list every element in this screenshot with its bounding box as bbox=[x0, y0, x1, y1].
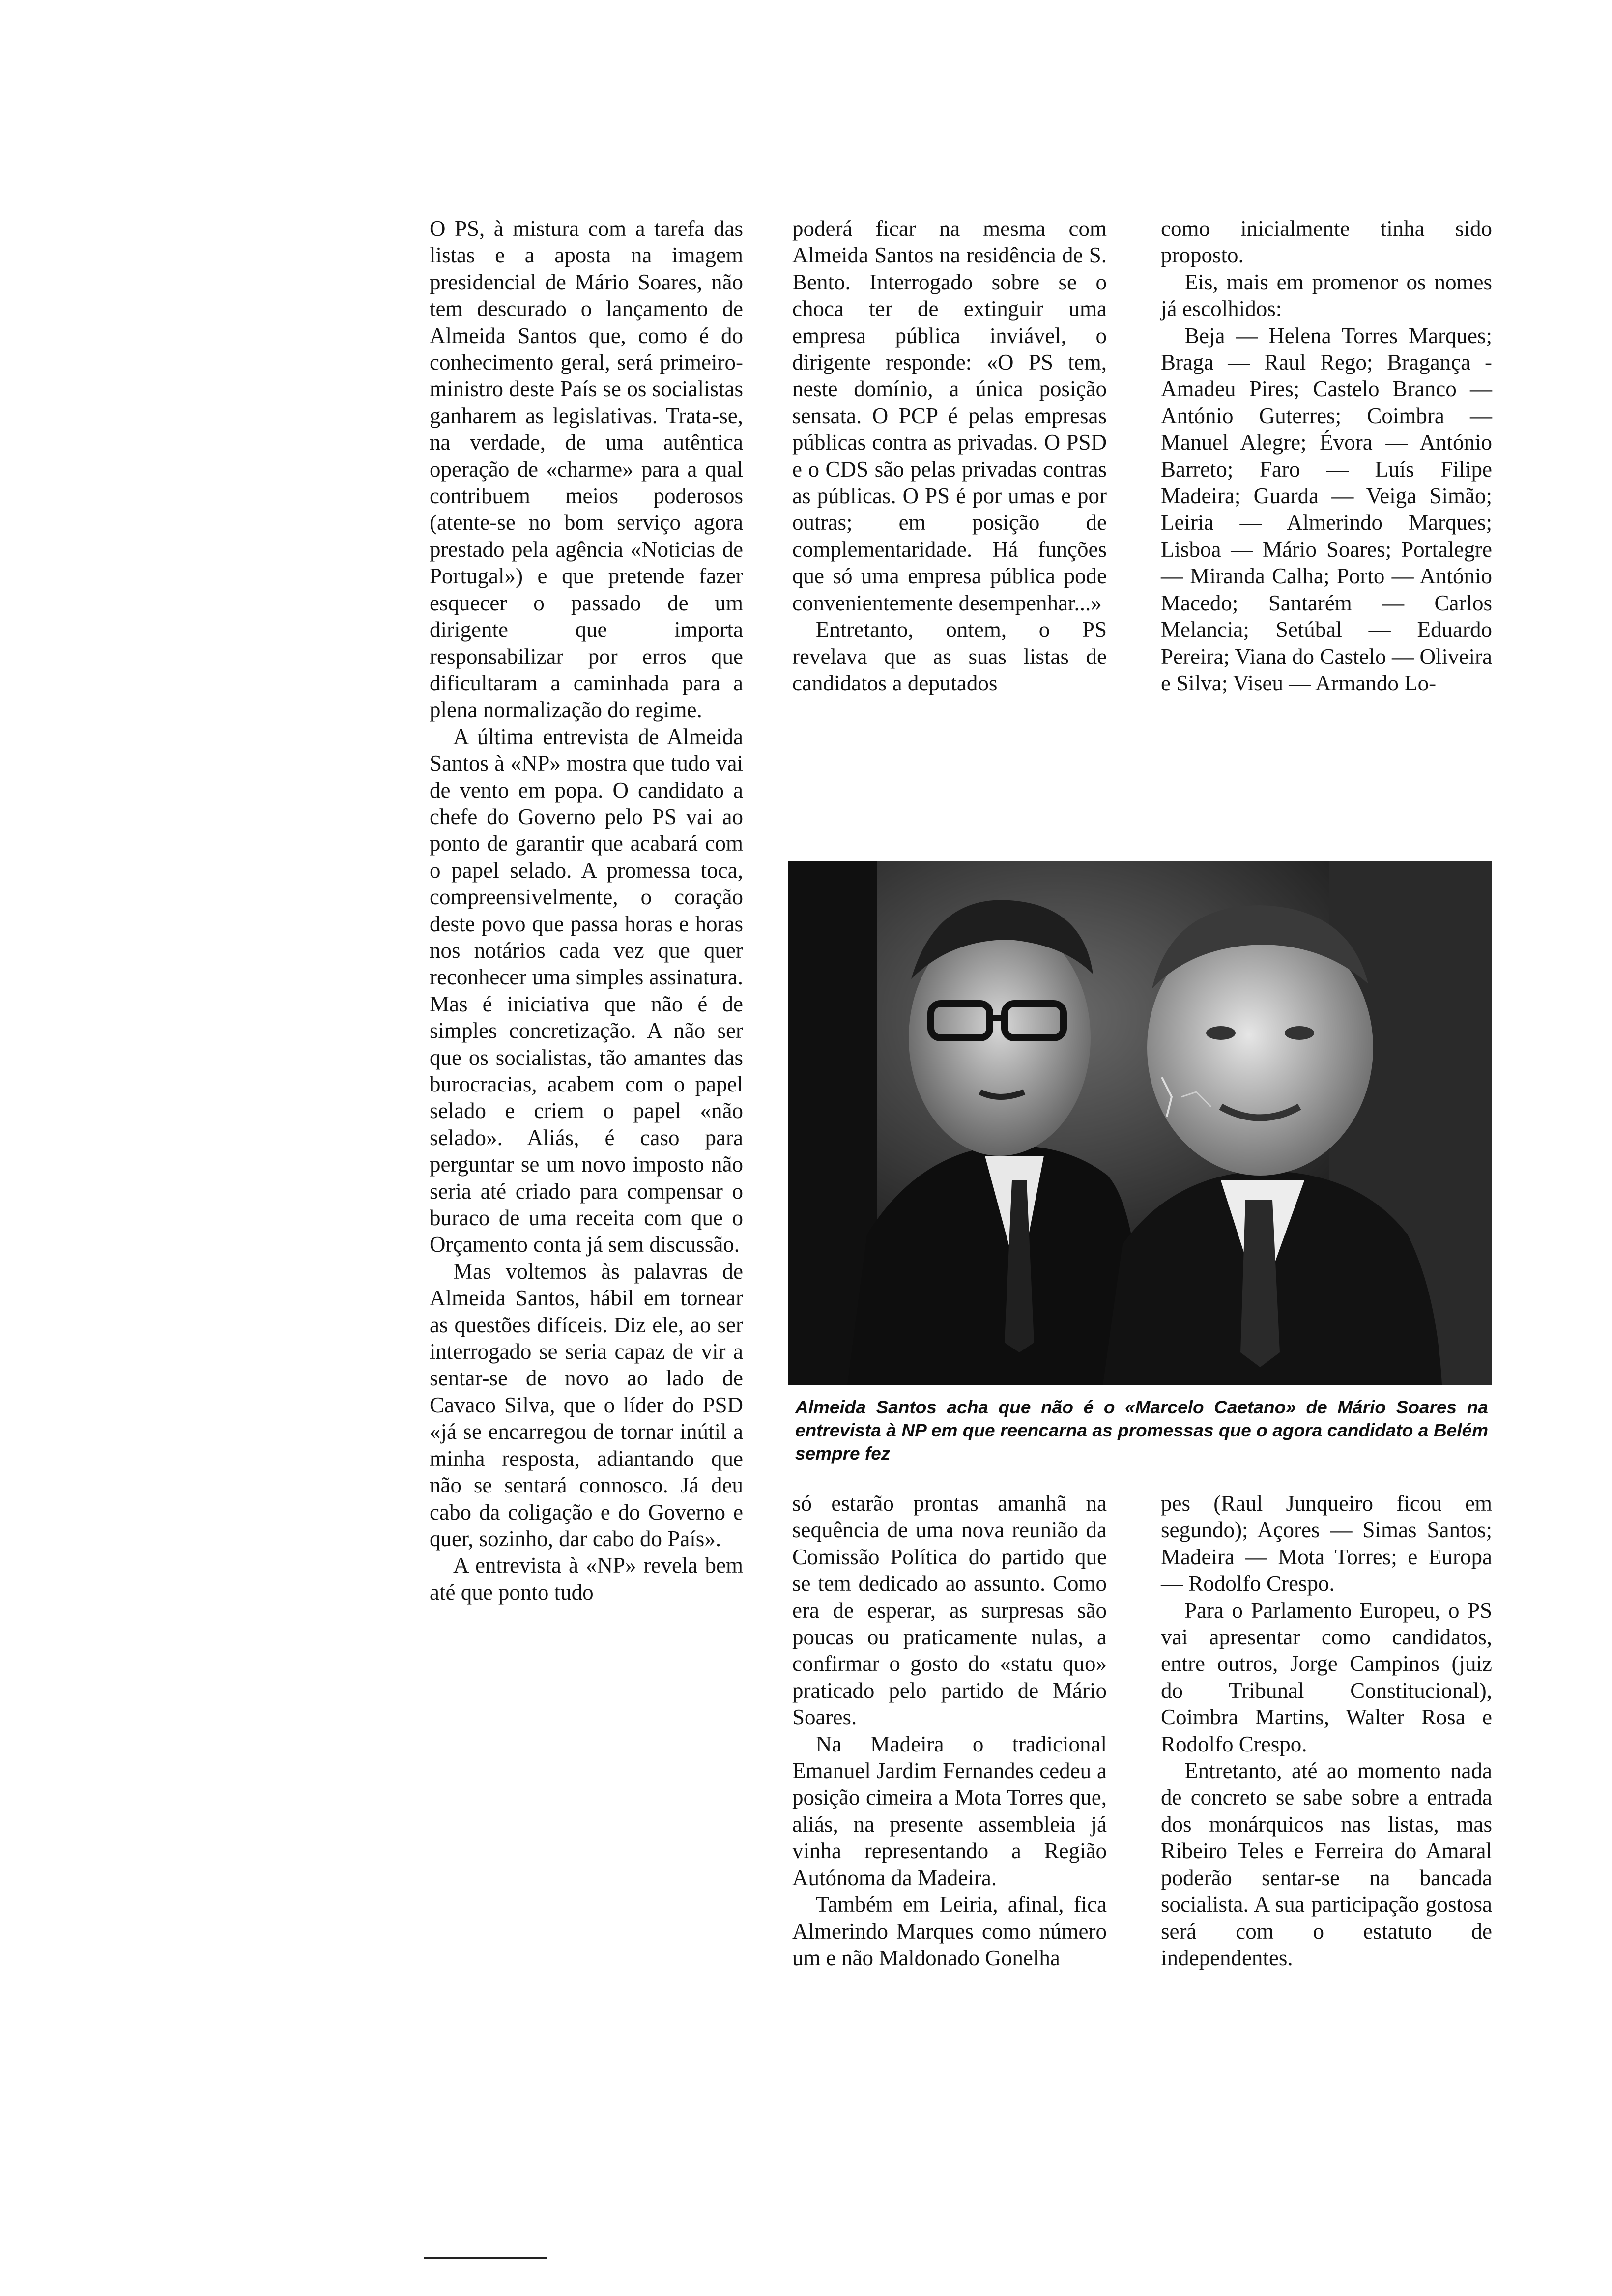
article-column-3 bbox=[1161, 215, 1492, 696]
article-column-5 bbox=[1161, 1490, 1492, 1971]
article-column-2 bbox=[792, 215, 1107, 696]
article-column-4 bbox=[792, 1490, 1107, 1971]
paragraph: A entrevista à «NP» revela bem até que ponto tudo bbox=[430, 1553, 743, 1605]
photo-two-men-icon bbox=[788, 861, 1492, 1385]
paragraph: como inicialmente tinha sido proposto. bbox=[1161, 216, 1492, 268]
news-photo bbox=[788, 861, 1492, 1385]
bottom-rule bbox=[424, 2257, 547, 2259]
paragraph: O PS, à mistura com a tarefa das listas e a aposta na imagem presidencial de Mário Soares, não tem descurado o lançamento de Almeida Santos que, como é do conhecimento geral, será primeiro-ministro deste País se os socialistas ganharem as legislativas. Trata-se, na verdade, de uma autêntica operação de «charme» para a qual contribuem meios poderosos (atente-se no bom serviço agora prestado pela agência «Noticias de Portugal») e que pretende fazer esquecer o passado de um dirigente que importa responsabilizar por erros que dificultaram a caminhada para a plena normalização do regime. bbox=[430, 216, 743, 722]
paragraph: Mas voltemos às palavras de Almeida Santos, hábil em tornear as questões difíceis. Diz ele, ao ser interrogado se seria capaz de vir a sentar-se de novo ao lado de Cavaco Silva, que o líder do PSD «já se encarregou de tornar inútil a minha resposta, adiantando que não se sentará connosco. Já deu cabo da coligação e do Governo e quer, sozinho, dar cabo do País». bbox=[430, 1259, 743, 1551]
paragraph: Também em Leiria, afinal, fica Almerindo Marques como número um e não Maldonado Gonelha bbox=[792, 1892, 1107, 1970]
paragraph: A última entrevista de Almeida Santos à «NP» mostra que tudo vai de vento em popa. O candidato a chefe do Governo pelo PS vai ao ponto de garantir que acabará com o papel selado. A promessa toca, compreensivelmente, o coração deste povo que passa horas e horas nos notários cada vez que quer reconhecer uma simples assinatura. Mas é iniciativa que não é de simples concretização. A não ser que os socialistas, tão amantes das burocracias, acabem com o papel selado e criem o papel «não selado». Aliás, é caso para perguntar se um novo imposto não seria até criado para compensar o buraco de uma receita com que o Orçamento conta já sem discussão. bbox=[430, 724, 743, 1257]
paragraph: Para o Parlamento Europeu, o PS vai apresentar como candidatos, entre outros, Jorge Campinos (juiz do Tribunal Constitucional), Coimbra Martins, Walter Rosa e Rodolfo Crespo. bbox=[1161, 1598, 1492, 1756]
paragraph: pes (Raul Junqueiro ficou em segundo); Açores — Simas Santos; Madeira — Mota Torres; e Europa — Rodolfo Crespo. bbox=[1161, 1491, 1492, 1596]
paragraph: Entretanto, até ao momento nada de concreto se sabe sobre a entrada dos monárquicos nas listas, mas Ribeiro Teles e Ferreira do Amaral poderão sentar-se na bancada socialista. A sua participação gostosa será com o estatuto de independentes. bbox=[1161, 1758, 1492, 1970]
article-column-1 bbox=[430, 215, 743, 1606]
paragraph: Entretanto, ontem, o PS revelava que as suas listas de candidatos a deputados bbox=[792, 617, 1107, 695]
paragraph: Eis, mais em promenor os nomes já escolhidos: bbox=[1161, 269, 1492, 321]
photo-caption: Almeida Santos acha que não é o «Marcelo Caetano» de Mário Soares na entrevista à NP em que reencarna as promessas que o agora candidato a Belém sempre fez bbox=[795, 1397, 1488, 1464]
paragraph: Na Madeira o tradicional Emanuel Jardim Fernandes cedeu a posição cimeira a Mota Torres que, aliás, na presente assembleia já vinha representando a Região Autónoma da Madeira. bbox=[792, 1731, 1107, 1890]
paragraph: só estarão prontas amanhã na sequência de uma nova reunião da Comissão Política do partido que se tem dedicado ao assunto. Como era de esperar, as surpresas são poucas ou praticamente nulas, a confirmar o gosto do «statu quo» praticado pelo partido de Mário Soares. bbox=[792, 1491, 1107, 1730]
paragraph: Beja — Helena Torres Marques; Braga — Raul Rego; Bragança - Amadeu Pires; Castelo Branco — António Guterres; Coimbra — Manuel Alegre; Évora — António Barreto; Faro — Luís Filipe Madeira; Guarda — Veiga Simão; Leiria — Almerindo Marques; Lisboa — Mário Soares; Portalegre — Miranda Calha; Porto — António Macedo; Santarém — Carlos Melancia; Setúbal — Eduardo Pereira; Viana do Castelo — Oliveira e Silva; Viseu — Armando Lo- bbox=[1161, 323, 1492, 695]
paragraph: poderá ficar na mesma com Almeida Santos na residência de S. Bento. Interrogado sobre se o choca ter de extinguir uma empresa pública inviável, o dirigente responde: «O PS tem, neste domínio, a única posição sensata. O PCP é pelas empresas públicas contra as privadas. O PSD e o CDS são pelas privadas contras as públicas. O PS é por umas e por outras; em posição de complementaridade. Há funções que só uma empresa pública pode convenientemente desempenhar...» bbox=[792, 216, 1107, 615]
